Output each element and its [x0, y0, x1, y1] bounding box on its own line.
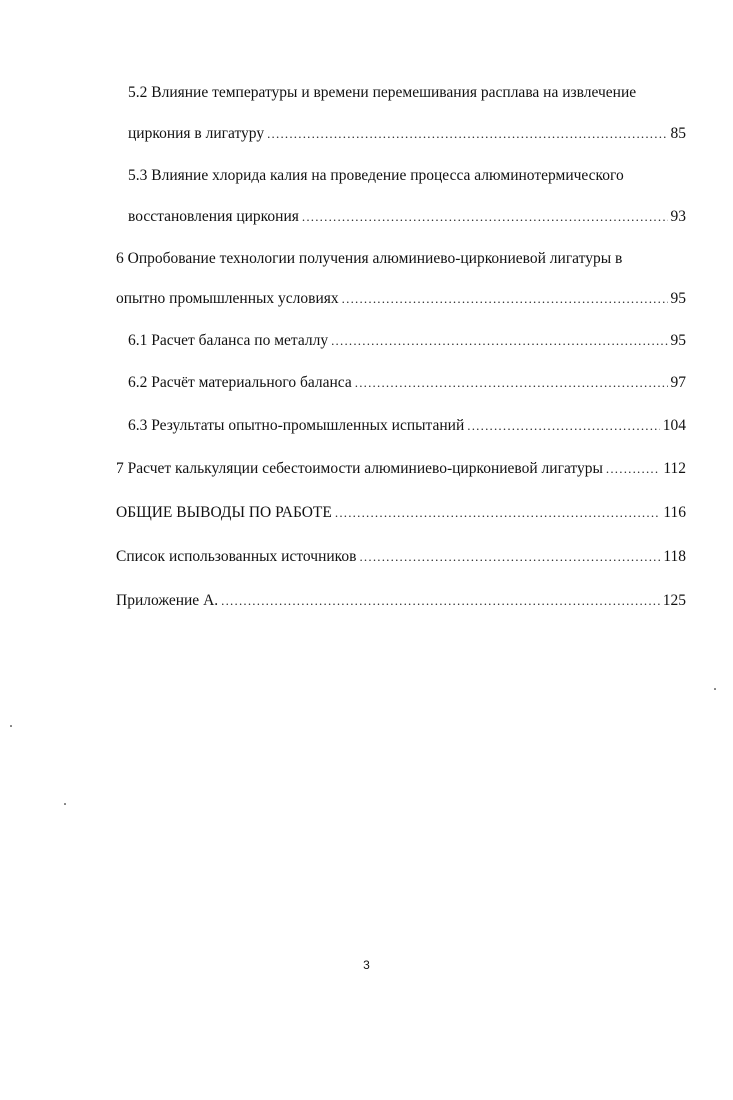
toc-entry-title: опытно промышленных условиях: [116, 290, 339, 307]
dot-leader: [359, 547, 660, 567]
toc-entry-6-1[interactable]: [128, 331, 686, 351]
toc-entry-title: 7 Расчет калькуляции себестоимости алюминиево-циркониевой лигатуры: [116, 460, 603, 477]
page-number: 3: [363, 958, 370, 972]
toc-entry-7[interactable]: [116, 459, 686, 479]
toc-page-number: 116: [663, 504, 686, 521]
toc-page-number: 112: [663, 460, 686, 477]
toc-entry-title: Приложение А.: [116, 592, 219, 609]
toc-page-number: 104: [662, 417, 686, 434]
toc-entry-title: 6.2 Расчёт материального баланса: [128, 374, 352, 391]
toc-page-number: 118: [663, 548, 686, 565]
dot-leader: [221, 591, 660, 611]
toc-entry-references[interactable]: [116, 547, 686, 567]
toc-page-number: 95: [670, 332, 686, 349]
dot-leader: [267, 124, 667, 144]
scan-speck: [10, 725, 12, 727]
toc-entry-appendix-a[interactable]: [116, 591, 686, 611]
dot-leader: [331, 331, 667, 351]
scan-speck: [64, 803, 66, 805]
toc-entry-title: 6.1 Расчет баланса по металлу: [128, 332, 329, 349]
dot-leader: [467, 416, 659, 436]
toc-entry-5-3-line1: 5.3 Влияние хлорида калия на проведение процесса алюминотермического: [128, 167, 624, 184]
dot-leader: [302, 207, 668, 227]
toc-entry-5-2[interactable]: [128, 124, 686, 144]
toc-page-number: 93: [670, 208, 686, 225]
scan-speck: [714, 688, 716, 690]
toc-entry-title: ОБЩИЕ ВЫВОДЫ ПО РАБОТЕ: [116, 504, 332, 521]
toc-entry-title: Список использованных источников: [116, 548, 357, 565]
toc-entry-6[interactable]: [116, 289, 686, 309]
toc-page-number: 125: [662, 592, 686, 609]
toc-entry-5-3[interactable]: [128, 207, 686, 227]
toc-entry-title: циркония в лигатуру: [128, 125, 265, 142]
toc-entry-title: 6.3 Результаты опытно-промышленных испытаний: [128, 417, 465, 434]
dot-leader: [606, 459, 660, 479]
toc-page-number: 97: [670, 374, 686, 391]
toc-entry-6-2[interactable]: [128, 373, 686, 393]
toc-entry-conclusions[interactable]: [116, 503, 686, 523]
dot-leader: [355, 373, 668, 393]
toc-page-number: 95: [670, 290, 686, 307]
dot-leader: [335, 503, 660, 523]
toc-entry-5-2-line1: 5.2 Влияние температуры и времени перемешивания расплава на извлечение: [128, 84, 637, 101]
toc-entry-title: восстановления циркония: [128, 208, 299, 225]
dot-leader: [342, 289, 668, 309]
toc-entry-6-3[interactable]: [128, 416, 686, 436]
toc-entry-6-line1: 6 Опробование технологии получения алюминиево-циркониевой лигатуры в: [116, 250, 623, 267]
toc-page-number: 85: [670, 125, 686, 142]
